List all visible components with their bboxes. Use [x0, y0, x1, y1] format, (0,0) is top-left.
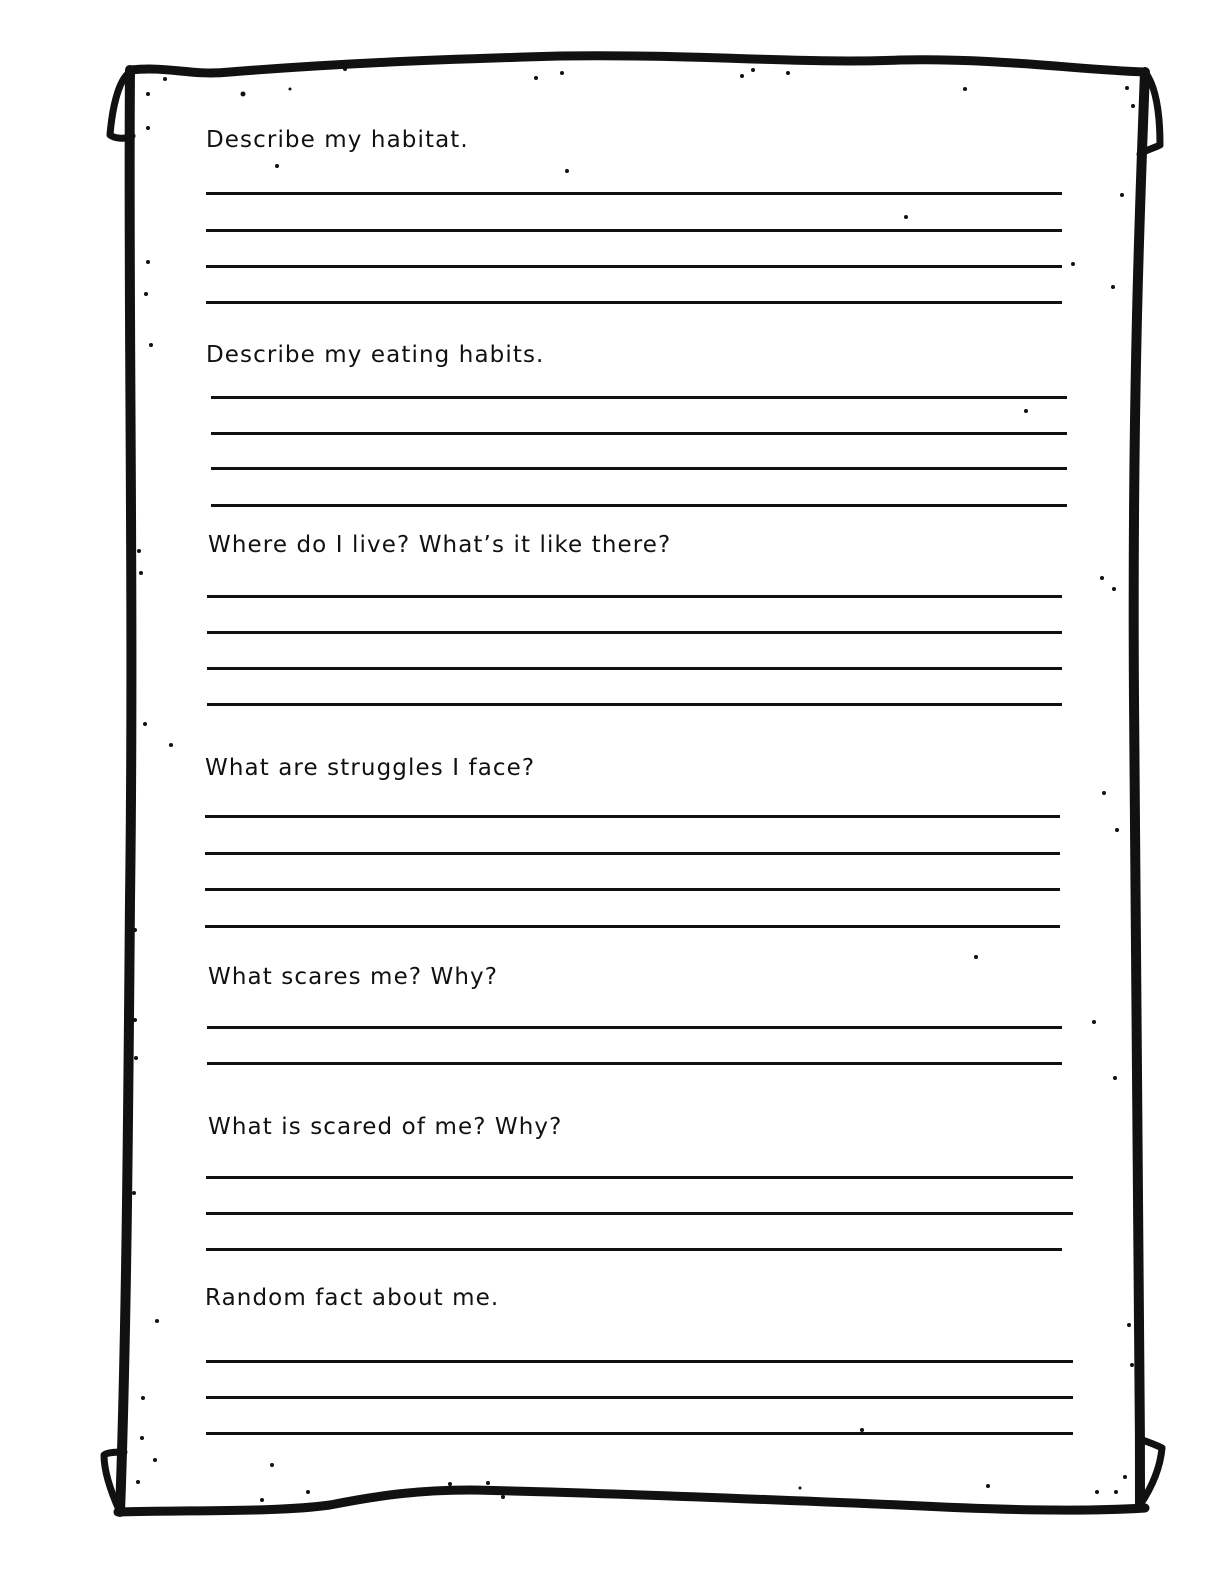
- prompt-habitat: Describe my habitat.: [206, 127, 469, 153]
- answer-line[interactable]: [206, 265, 1062, 268]
- answer-line[interactable]: [206, 192, 1062, 195]
- answer-line[interactable]: [207, 1026, 1062, 1029]
- answer-line[interactable]: [206, 229, 1062, 232]
- answer-line[interactable]: [207, 595, 1062, 598]
- answer-line[interactable]: [206, 1396, 1073, 1399]
- answer-line[interactable]: [206, 1432, 1073, 1435]
- answer-line[interactable]: [207, 631, 1062, 634]
- prompt-scared-of-me: What is scared of me? Why?: [208, 1114, 563, 1140]
- answer-line[interactable]: [211, 396, 1067, 399]
- answer-line[interactable]: [211, 504, 1067, 507]
- answer-line[interactable]: [205, 852, 1060, 855]
- answer-line[interactable]: [205, 815, 1060, 818]
- answer-line[interactable]: [207, 703, 1062, 706]
- answer-line[interactable]: [207, 667, 1062, 670]
- prompt-where-live: Where do I live? What’s it like there?: [208, 532, 672, 558]
- answer-line[interactable]: [206, 1176, 1073, 1179]
- answer-line[interactable]: [206, 1248, 1062, 1251]
- answer-line[interactable]: [207, 1062, 1062, 1065]
- answer-line[interactable]: [206, 1212, 1073, 1215]
- answer-line[interactable]: [205, 925, 1060, 928]
- answer-line[interactable]: [205, 888, 1060, 891]
- answer-line[interactable]: [211, 432, 1067, 435]
- answer-line[interactable]: [206, 1360, 1073, 1363]
- prompt-random-fact: Random fact about me.: [205, 1285, 500, 1311]
- prompt-what-scares-me: What scares me? Why?: [208, 964, 499, 990]
- answer-line[interactable]: [206, 301, 1062, 304]
- prompt-eating-habits: Describe my eating habits.: [206, 342, 545, 368]
- answer-line[interactable]: [211, 467, 1067, 470]
- prompt-struggles: What are struggles I face?: [205, 755, 536, 781]
